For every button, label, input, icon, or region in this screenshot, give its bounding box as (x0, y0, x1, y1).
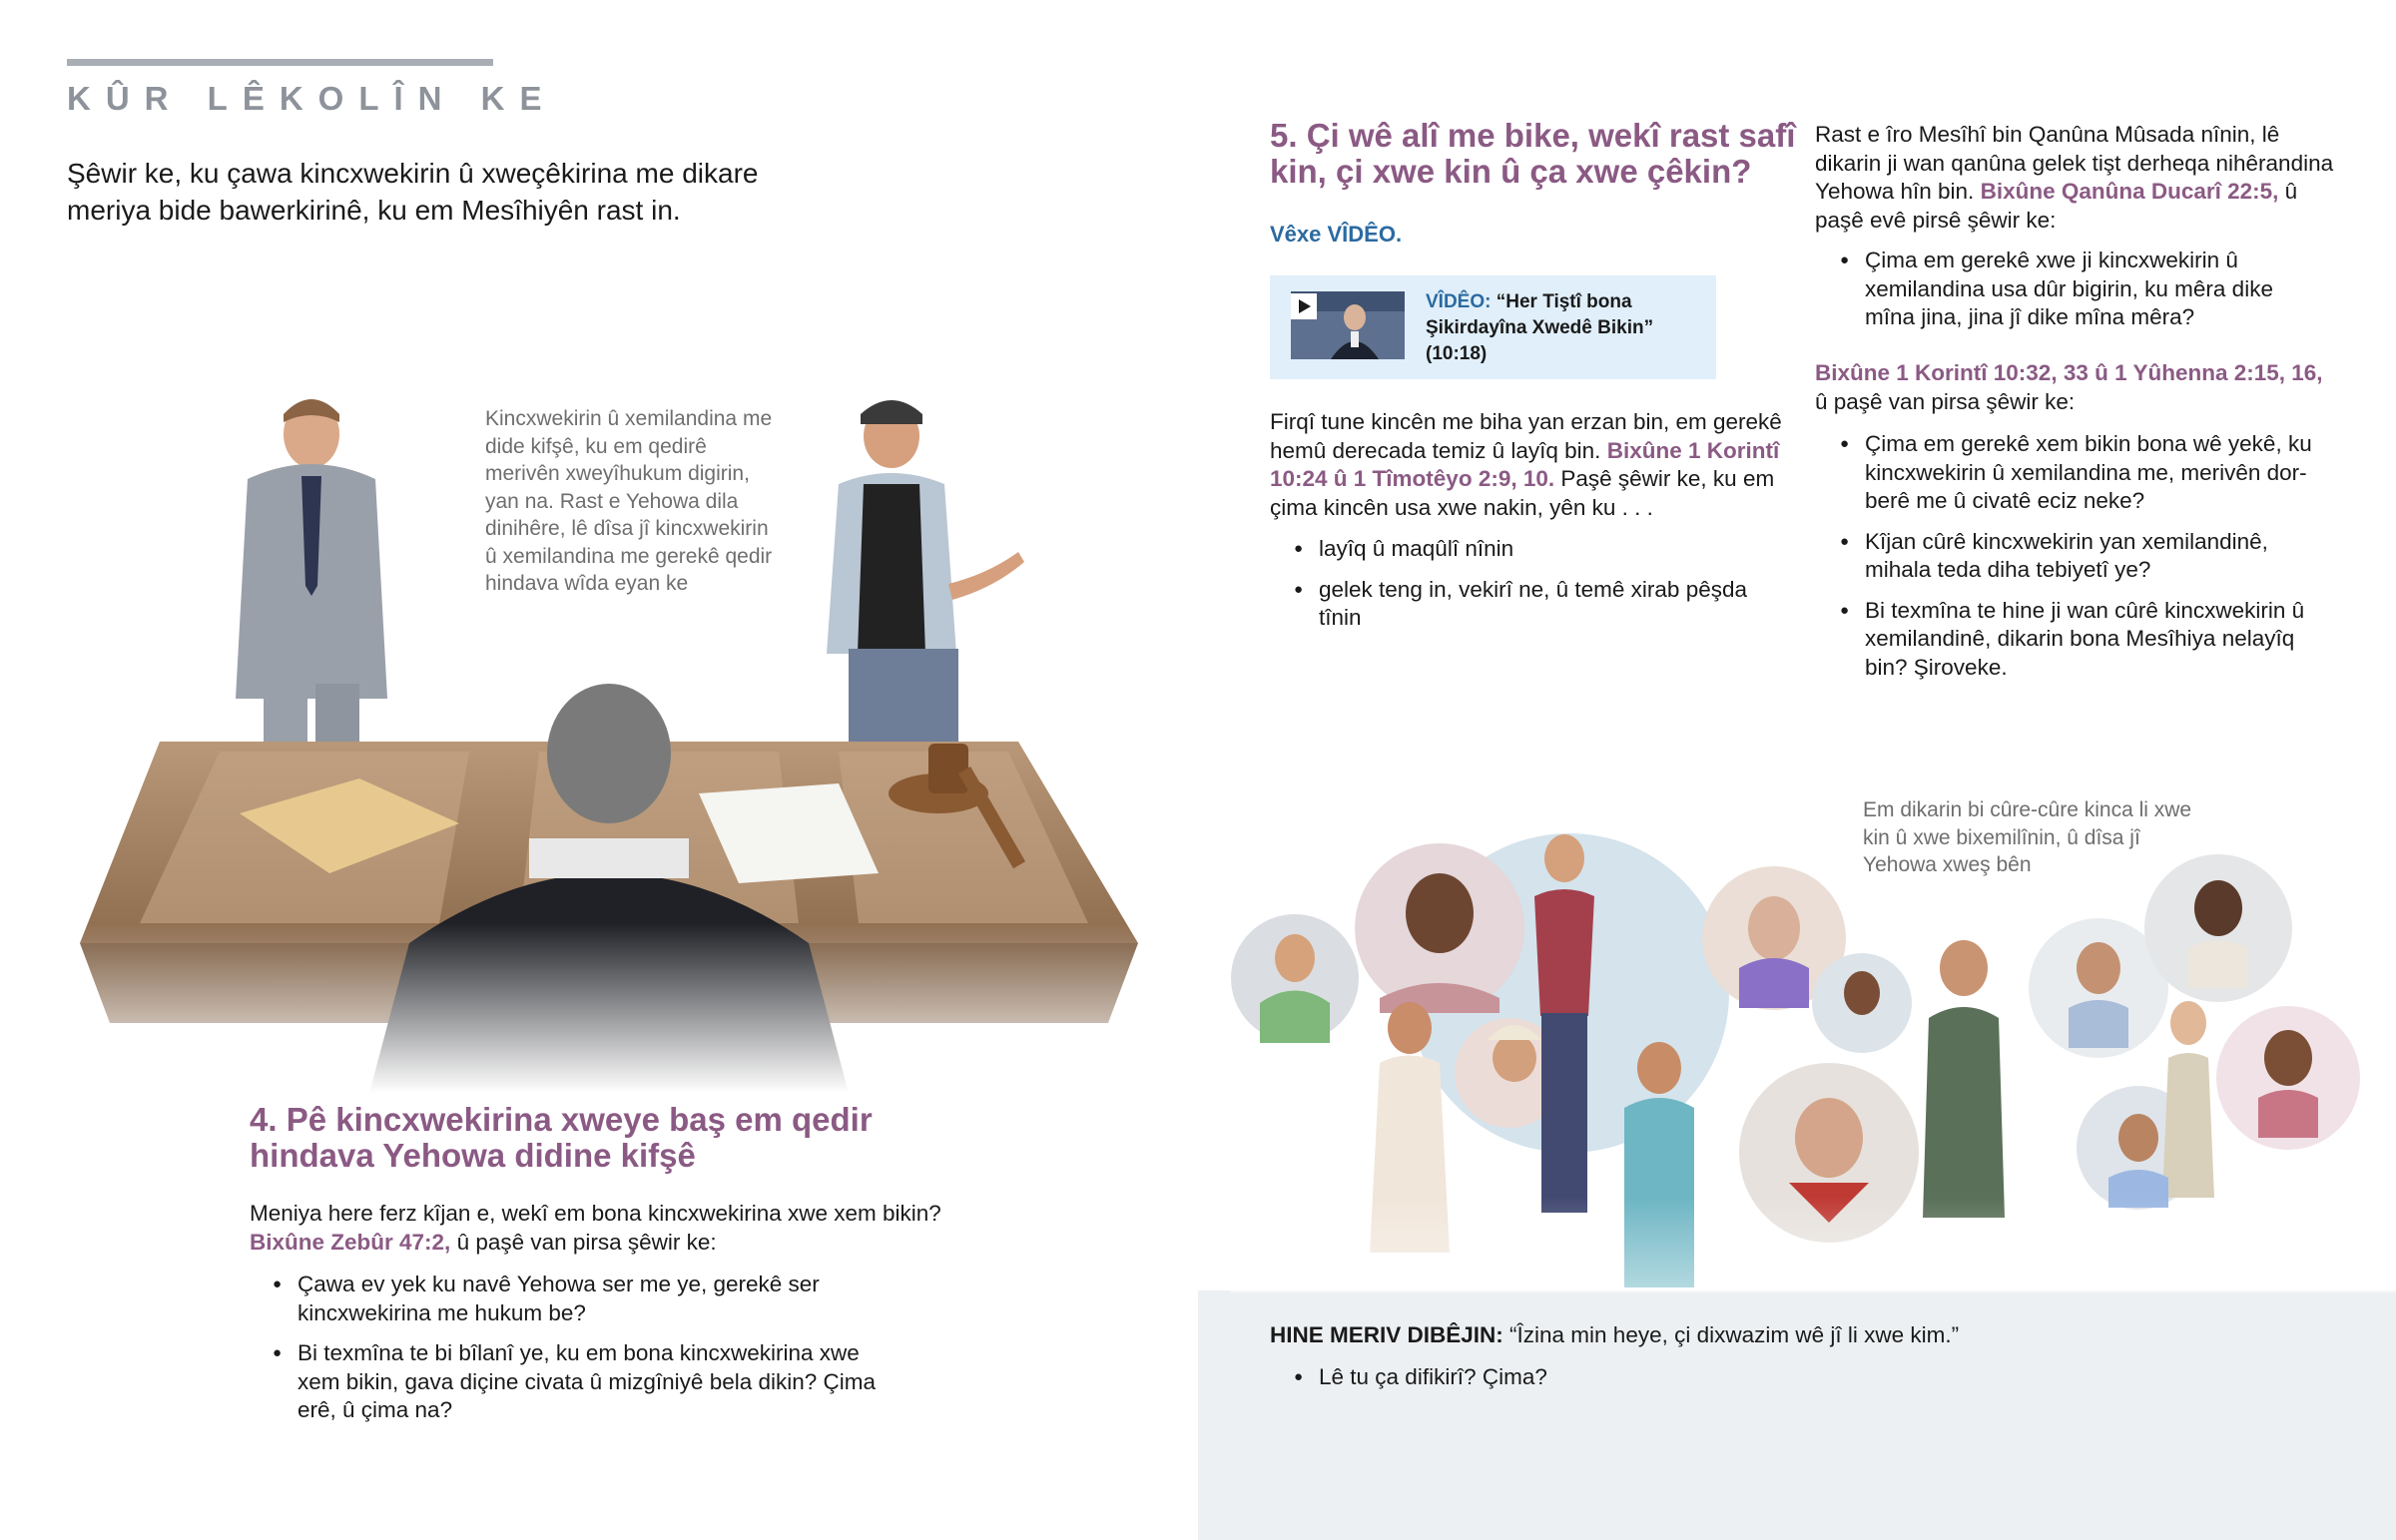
video-label: VÎDÊO: (1426, 291, 1492, 312)
list-item: ● gelek teng in, vekirî ne, û temê xirab pêşda tînin (1294, 576, 1773, 633)
section-4-questions (273, 1271, 892, 1437)
right-questions-2 (1840, 430, 2329, 694)
section-5-text: Firqî tune kincên me biha yan erzan bin, em gerekê hemû derecada temiz û layîq bin. (1270, 409, 1782, 463)
play-icon (1291, 293, 1317, 319)
list-item: ● Bi texmîna te bi bîlanî ye, ku em bona kincxwekirina xwe xem bikin, gava diçine civata û mizgîniyê bela dikin? Çima erê, û çima na? (273, 1339, 892, 1425)
right-text-1: Rast e îro Mesîhî bin Qanûna Mûsada nînin, lê dikarin ji wan qanûna gelek tişt derheqa nihêrandina Yehowa hîn bin. (1815, 122, 2334, 204)
section-4-text-tail: û paşê van pirsa şêwir ke: (450, 1229, 717, 1255)
opinion-label: HINE MERIV DIBÊJIN: (1270, 1322, 1503, 1347)
list-item: ● Kîjan cûrê kincxwekirin yan xemilandinê, mihala teda diha tebiyetî ye? (1840, 528, 2329, 585)
video-thumbnail[interactable] (1291, 291, 1405, 359)
right-paragraph-1 (1815, 121, 2334, 235)
list-item: ● Bi texmîna te hine ji wan cûrê kincxwekirin û xemilandinê, dikarin bona Mesîhiya nelayîq bin? Şiroveke. (1840, 597, 2329, 683)
section-5-paragraph (1270, 408, 1789, 522)
section-5-text-tail: Paşê şêwir ke, ku em çima kincên usa xwe nakin, yên ku . . . (1270, 466, 1775, 520)
section-4-paragraph (250, 1200, 968, 1257)
right-text-1-tail: û paşê evê pirsê şêwir ke: (1815, 179, 2298, 233)
header-rule (67, 59, 493, 66)
video-title[interactable] (1426, 289, 1710, 367)
scripture-link-qanuna-ducari[interactable]: Bixûne Qanûna Ducarî 22:5, (1980, 179, 2279, 204)
list-item: ● layîq û maqûlî nînin (1294, 535, 1773, 564)
list-item: ● Çima em gerekê xwe ji kincxwekirin û xemilandina usa dûr bigirin, ku mêra dike mîna jina, jina jî dike mîna mêra? (1840, 247, 2319, 332)
scripture-link-korinti-yuhenna[interactable]: Bixûne 1 Korintî 10:32, 33 û 1 Yûhenna 2:15, 16, (1815, 360, 2323, 385)
scripture-link-zebur[interactable]: Bixûne Zebûr 47:2, (250, 1229, 451, 1255)
list-item: ● Lê tu ça difikirî? Çima? (1294, 1363, 2093, 1392)
list-item: ● Çima em gerekê xem bikin bona wê yekê, ku kincxwekirin û xemilandina me, merivên dor-berê me û civatê eciz neke? (1840, 430, 2329, 516)
section-5-heading: 5. Çi wê alî me bike, wekî rast safî kin, çi xwe kin û ça xwe çêkin? (1270, 117, 1796, 190)
video-title-text: “Her Tiştî bona Şikirdayîna Xwedê Bikin” (10:18) (1426, 291, 1654, 364)
diverse-people-illustration (1230, 818, 2396, 1292)
man-in-suit-figure (236, 399, 387, 778)
opinion-question (1294, 1363, 2093, 1404)
opinion-quote (1270, 1321, 2368, 1350)
play-video-link[interactable]: Vêxe VÎDÊO. (1270, 222, 1403, 247)
people-illustration-caption: Em dikarin bi cûre-cûre kinca li xwe kin û xwe bixemilînin, û dîsa jî Yehowa xweş bên (1863, 798, 2192, 876)
court-illustration-caption: Kincxwekirin û xemilandina me dide kifşê, ku em qedirê merivên xweyîhukum digirin, yan na. Rast e Yehowa dila dinihêre, lê dîsa jî kincxwekirin û xemilandina me gerekê qedir hindava wîda eyan ke (485, 407, 773, 595)
right-questions-1 (1840, 247, 2319, 344)
list-item: ● Çawa ev yek ku navê Yehowa ser me ye, gerekê ser kincxwekirina me hukum be? (273, 1271, 892, 1327)
section-5-list (1294, 535, 1773, 645)
section-4-text: Meniya here ferz kîjan e, wekî em bona kincxwekirina xwe xem bikin? (250, 1201, 941, 1226)
right-paragraph-2 (1815, 359, 2334, 416)
intro-text: Şêwir ke, ku çawa kincxwekirin û xweçêkirina me dikare meriya bide bawerkirinê, ku em Mesîhiyên rast in. (67, 158, 759, 226)
scripture-link-korinti-timoteyo[interactable]: Bixûne 1 Korintî 10:24 û 1 Tîmotêyo 2:9, 10. (1270, 437, 1780, 491)
section-title: KÛR LÊKOLÎN KE (67, 80, 557, 117)
right-text-2-tail: û paşê van pirsa şêwir ke: (1815, 388, 2076, 414)
section-4-heading: 4. Pê kincxwekirina xweye baş em qedir hindava Yehowa didine kifşê (250, 1101, 873, 1174)
young-man-figure (827, 400, 1024, 759)
opinion-quote-text: “Îzina min heye, çi dixwazim wê jî li xwe kim.” (1502, 1322, 1960, 1347)
